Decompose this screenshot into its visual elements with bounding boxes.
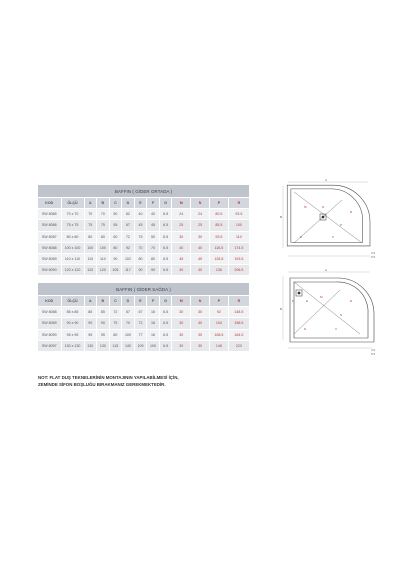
column-header: A [84, 198, 97, 209]
table-cell: 30 [191, 340, 210, 351]
table-cell: 108.5 [210, 329, 229, 340]
column-header: B [97, 198, 110, 209]
table-cell: 100 [147, 340, 160, 351]
table-cell: 95 [97, 329, 110, 340]
table-cell: 100 [84, 242, 97, 253]
label-b: B [280, 215, 283, 219]
table-cell: 100 [97, 242, 110, 253]
table-cell: 75 [84, 220, 97, 231]
table-cell: SW 8097 [38, 340, 61, 351]
table-cell: 30 [191, 231, 210, 242]
table-cell: SW 8090 [38, 329, 61, 340]
label-a: A [325, 178, 328, 182]
table-cell: 6.5 [159, 307, 172, 318]
table-cell: 80 [109, 242, 122, 253]
column-header: M [172, 296, 191, 307]
table-cell: 90 [84, 318, 97, 329]
table-cell: 110 [84, 253, 97, 264]
table-cell: 110 [97, 253, 110, 264]
table-cell: 223 [228, 340, 249, 351]
label-m: M [304, 205, 307, 209]
table-cell: 55 [109, 220, 122, 231]
table-cell: 30 [172, 340, 191, 351]
table-header-row [38, 296, 250, 307]
table-cell: 80 [147, 253, 160, 264]
table-cell: SW 8085 [38, 209, 61, 220]
table-row [38, 253, 250, 264]
table-cell: 158.5 [228, 318, 249, 329]
column-header: R [228, 296, 249, 307]
table-cell: 90 [97, 318, 110, 329]
label-f: F [292, 299, 294, 303]
table-cell: 6.5 [159, 220, 172, 231]
table-cell: 90 [134, 265, 147, 276]
table-cell: 45 [191, 253, 210, 264]
label-b: B [280, 307, 283, 311]
table-cell: 72 [122, 231, 135, 242]
table-cell: SW 8086 [38, 220, 61, 231]
table-cell: 148.5 [228, 307, 249, 318]
table-cell: 100 [228, 220, 249, 231]
table-cell: 136 [210, 265, 229, 276]
column-header: ÖLÇÜ [61, 198, 84, 209]
table-cell: 40 [172, 265, 191, 276]
table-cell: 16 [147, 307, 160, 318]
label-dim-2: 6.5 [371, 255, 376, 259]
installation-note [38, 374, 179, 388]
table-cell: 6.5 [159, 265, 172, 276]
table-cell: 25 [172, 220, 191, 231]
table-cell: 6.5 [159, 253, 172, 264]
table-cell: 70 [147, 242, 160, 253]
table-cell: 75 [109, 318, 122, 329]
table-cell: 45 [134, 220, 147, 231]
table-cell: 50 [147, 231, 160, 242]
table-cell: SW 8088 [38, 242, 61, 253]
column-header: F [147, 296, 160, 307]
table-cell: 75 x 75 [61, 220, 84, 231]
table-cell: 16 [147, 318, 160, 329]
column-header: B [97, 296, 110, 307]
diagonal-2 [294, 290, 343, 334]
table-row [38, 242, 250, 253]
table-gider-ortada [38, 185, 250, 276]
table-cell: 80.5 [210, 209, 229, 220]
table-body [38, 307, 250, 352]
table-cell: 85 x 85 [61, 307, 84, 318]
drain-hole [298, 292, 301, 295]
drain-hole [322, 216, 325, 219]
table-cell: 90 [147, 265, 160, 276]
table-cell: 100 x 100 [61, 242, 84, 253]
table-cell: 92 [210, 307, 229, 318]
table-cell: 80 x 80 [61, 231, 84, 242]
table-cell: 6.5 [159, 209, 172, 220]
table-cell: SW 8087 [38, 231, 61, 242]
table-cell: 67 [134, 307, 147, 318]
table-cell: 130 [84, 340, 97, 351]
column-header: KOD [38, 296, 61, 307]
table-cell: 193.5 [228, 253, 249, 264]
label-r: R [350, 299, 353, 303]
table-cell: 30 [191, 329, 210, 340]
label-a: A [325, 268, 328, 272]
column-header: N [191, 296, 210, 307]
table-cell: 80 [84, 231, 97, 242]
table-cell: 164.5 [228, 329, 249, 340]
table-cell: 30 [172, 318, 191, 329]
column-header: C [109, 296, 122, 307]
table-cell: 130 [97, 340, 110, 351]
table-cell: 128.5 [210, 253, 229, 264]
table-cell: 206.5 [228, 265, 249, 276]
table-cell: 70 [134, 242, 147, 253]
table-cell: 6.5 [159, 340, 172, 351]
column-header: ÖLÇÜ [61, 296, 84, 307]
table-cell: 120 [84, 265, 97, 276]
table-cell: 95 [84, 329, 97, 340]
column-header: P [210, 198, 229, 209]
table-cell: 70 [122, 318, 135, 329]
table-cell: 117 [122, 265, 135, 276]
table-cell: 40 [172, 242, 191, 253]
table-cell: 148 [210, 340, 229, 351]
table-cell: 130 x 130 [61, 340, 84, 351]
column-header: E [134, 296, 147, 307]
table-row [38, 220, 250, 231]
table-cell: 40 [147, 209, 160, 220]
table-cell: 30 [191, 307, 210, 318]
label-n: N [322, 205, 325, 209]
column-header: P [210, 296, 229, 307]
table-cell: SW 8089 [38, 253, 61, 264]
table-cell: 174.5 [228, 242, 249, 253]
table-cell: 70 [84, 209, 97, 220]
table-cell: 6.5 [159, 231, 172, 242]
table-cell: 70 x 70 [61, 209, 84, 220]
table-cell: 30 [191, 318, 210, 329]
label-p: P [340, 223, 343, 227]
table-cell: 6.5 [159, 242, 172, 253]
table-cell: 30 [172, 307, 191, 318]
label-c: C [332, 235, 335, 239]
technical-drawing-center-drain [280, 178, 380, 263]
table-cell: 95 x 95 [61, 329, 84, 340]
table-cell: 80 [97, 231, 110, 242]
table-row [38, 209, 250, 220]
table-cell: SW 8089 [38, 318, 61, 329]
table-cell: SW 8088 [38, 307, 61, 318]
label-d: D [304, 327, 307, 331]
column-header: M [172, 198, 191, 209]
table-cell: 16 [147, 329, 160, 340]
table-cell: 90 x 90 [61, 318, 84, 329]
table-cell: 93.5 [228, 209, 249, 220]
label-dim-1: 4.5 [371, 251, 376, 255]
table-cell: 45 [147, 220, 160, 231]
table-cell: 80 [134, 253, 147, 264]
table-cell: 115 [109, 340, 122, 351]
table-cell: 110 [228, 231, 249, 242]
table-title: BAFFIN ( GİDER ORTADA ) [38, 185, 250, 198]
table-cell: 30 [172, 231, 191, 242]
table-row [38, 318, 250, 329]
table-cell: 40 [191, 265, 210, 276]
table-title: BAFFIN ( GİDER SAĞDA ) [38, 283, 250, 296]
table-cell: 24 [172, 209, 191, 220]
table-cell: 75 [134, 231, 147, 242]
table-gider-sagda [38, 283, 250, 352]
table-row [38, 340, 250, 351]
table-cell: 67 [122, 220, 135, 231]
table-cell: 6.5 [159, 329, 172, 340]
table-cell: 85 [97, 307, 110, 318]
table-cell: 85.5 [210, 220, 229, 231]
label-r: R [350, 210, 353, 214]
column-header: N [191, 198, 210, 209]
table-cell: 40 [134, 209, 147, 220]
table-cell: 92 [122, 242, 135, 253]
label-n: N [340, 313, 343, 317]
table-cell: 45 [172, 253, 191, 264]
column-header: KOD [38, 198, 61, 209]
table-row [38, 307, 250, 318]
label-dim-1: 4.5 [371, 348, 376, 352]
technical-drawing-right-drain [280, 268, 380, 358]
table-cell: 120 [97, 265, 110, 276]
table-row [38, 329, 250, 340]
label-e: E [306, 299, 309, 303]
table-cell: 104 [210, 318, 229, 329]
table-cell: 90 [109, 253, 122, 264]
table-cell: 40 [191, 242, 210, 253]
column-header: G [159, 296, 172, 307]
table-cell: 85 [84, 307, 97, 318]
note-line-2: ZEMİNDE SİFON BOŞLUĞU BIRAKMANIZ GEREKMEKTEDİR. [38, 382, 166, 387]
label-c: C [335, 327, 338, 331]
table-cell: 93.5 [210, 231, 229, 242]
table-cell: 30 [172, 329, 191, 340]
table-cell: 80 [109, 329, 122, 340]
table-cell: 6.5 [159, 318, 172, 329]
column-header: R [228, 198, 249, 209]
table-cell: 67 [122, 307, 135, 318]
table-cell: 140 [122, 340, 135, 351]
table-cell: 50 [109, 209, 122, 220]
table-cell: 116.5 [210, 242, 229, 253]
table-cell: 100 [122, 329, 135, 340]
table-cell: 105 [109, 265, 122, 276]
table-cell: 24 [191, 209, 210, 220]
table-cell: 62 [122, 209, 135, 220]
column-header: D [122, 198, 135, 209]
table-cell: 72 [109, 307, 122, 318]
table-body [38, 209, 250, 276]
table-cell: 75 [97, 220, 110, 231]
column-header: E [134, 198, 147, 209]
table-cell: 77 [134, 329, 147, 340]
column-header: D [122, 296, 135, 307]
column-header: C [109, 198, 122, 209]
tray-outline [290, 278, 374, 342]
column-header: F [147, 198, 160, 209]
table-header-row [38, 198, 250, 209]
table-cell: 70 [97, 209, 110, 220]
table-cell: 102 [122, 253, 135, 264]
table-cell: 25 [191, 220, 210, 231]
table-row [38, 265, 250, 276]
diagonal-1 [294, 192, 362, 243]
table-cell: 110 x 110 [61, 253, 84, 264]
note-line-1: NOT: FLAT DUŞ TEKNELERİNİN MONTAJININ YAPILABİLMESİ İÇİN, [38, 375, 179, 380]
table-cell: 120 x 120 [61, 265, 84, 276]
table-cell: 109 [134, 340, 147, 351]
column-header: A [84, 296, 97, 307]
label-d: D [300, 235, 303, 239]
table-cell: 60 [109, 231, 122, 242]
column-header: G [159, 198, 172, 209]
table-cell: SW 8090 [38, 265, 61, 276]
table-row [38, 231, 250, 242]
table-cell: 72 [134, 318, 147, 329]
label-m: M [320, 295, 323, 299]
label-dim-2: 5.5 [371, 352, 376, 356]
